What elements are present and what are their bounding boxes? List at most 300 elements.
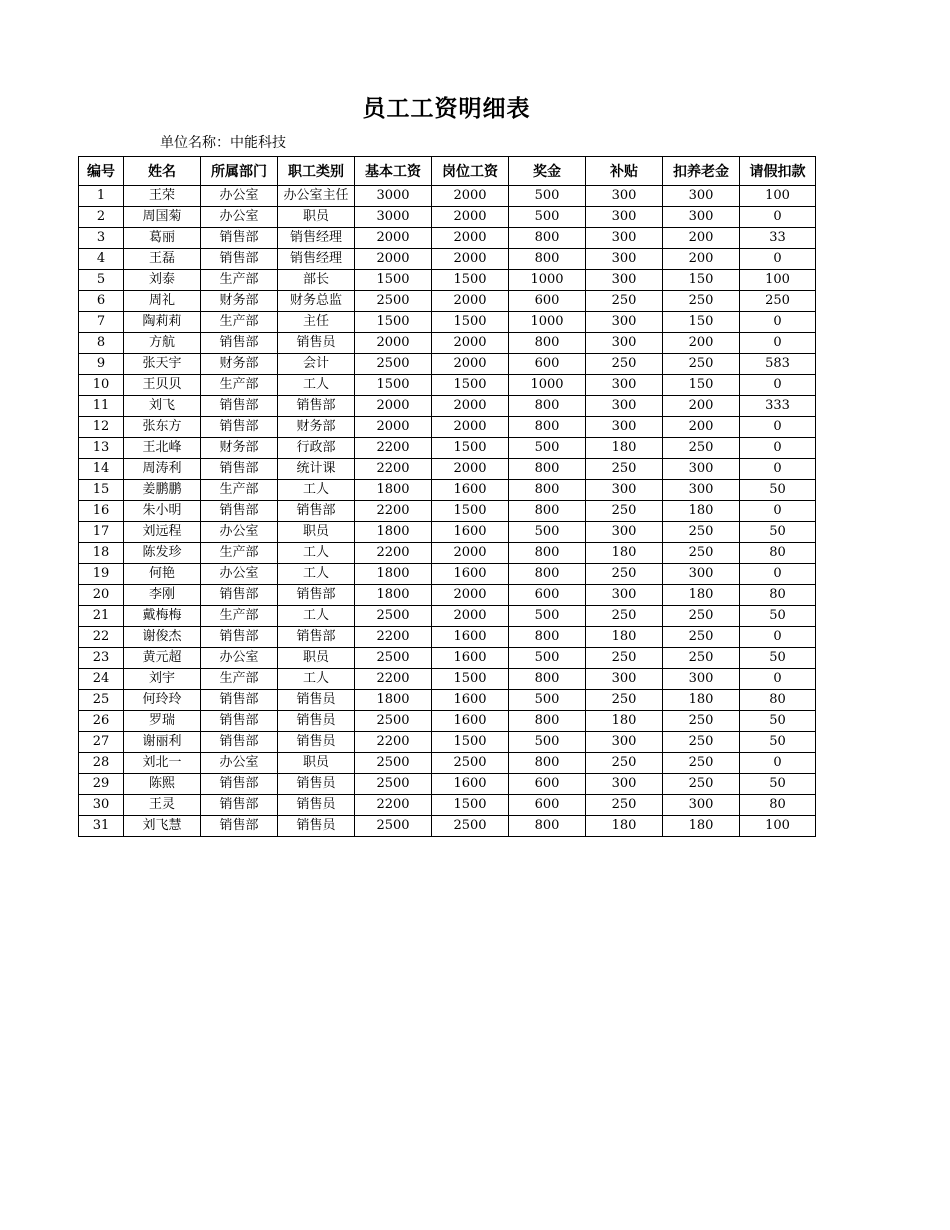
cell-post-salary: 2000 — [432, 396, 509, 417]
cell-leave-deduction: 250 — [740, 291, 816, 312]
cell-pension: 300 — [663, 207, 740, 228]
cell-leave-deduction: 33 — [740, 228, 816, 249]
cell-pension: 180 — [663, 690, 740, 711]
cell-leave-deduction: 0 — [740, 501, 816, 522]
table-row — [79, 669, 816, 690]
table-row — [79, 711, 816, 732]
cell-department: 财务部 — [201, 354, 278, 375]
cell-department: 财务部 — [201, 438, 278, 459]
cell-pension: 150 — [663, 375, 740, 396]
table-row — [79, 186, 816, 207]
cell-base-salary: 2000 — [355, 249, 432, 270]
table-row — [79, 648, 816, 669]
cell-category: 工人 — [278, 543, 355, 564]
header-row — [79, 157, 816, 186]
cell-department: 销售部 — [201, 333, 278, 354]
column-header-base-salary: 基本工资 — [355, 157, 432, 186]
table-row — [79, 438, 816, 459]
table-row — [79, 480, 816, 501]
cell-post-salary: 2000 — [432, 606, 509, 627]
cell-post-salary: 1600 — [432, 690, 509, 711]
cell-id: 22 — [79, 627, 124, 648]
cell-allowance: 300 — [586, 228, 663, 249]
cell-category: 行政部 — [278, 438, 355, 459]
cell-category: 销售部 — [278, 396, 355, 417]
column-header-name: 姓名 — [124, 157, 201, 186]
cell-pension: 200 — [663, 249, 740, 270]
cell-leave-deduction: 50 — [740, 606, 816, 627]
cell-allowance: 300 — [586, 480, 663, 501]
cell-leave-deduction: 333 — [740, 396, 816, 417]
cell-department: 生产部 — [201, 375, 278, 396]
cell-base-salary: 3000 — [355, 186, 432, 207]
cell-post-salary: 1600 — [432, 522, 509, 543]
table-row — [79, 774, 816, 795]
cell-name: 刘北一 — [124, 753, 201, 774]
table-row — [79, 396, 816, 417]
cell-category: 销售经理 — [278, 249, 355, 270]
cell-name: 谢俊杰 — [124, 627, 201, 648]
cell-category: 销售员 — [278, 816, 355, 837]
cell-bonus: 800 — [509, 228, 586, 249]
table-row — [79, 627, 816, 648]
cell-base-salary: 2200 — [355, 459, 432, 480]
cell-pension: 200 — [663, 228, 740, 249]
cell-id: 17 — [79, 522, 124, 543]
cell-base-salary: 2500 — [355, 291, 432, 312]
cell-leave-deduction: 0 — [740, 459, 816, 480]
cell-department: 生产部 — [201, 606, 278, 627]
cell-pension: 250 — [663, 354, 740, 375]
cell-allowance: 300 — [586, 417, 663, 438]
cell-department: 销售部 — [201, 585, 278, 606]
cell-base-salary: 2200 — [355, 795, 432, 816]
cell-id: 30 — [79, 795, 124, 816]
cell-pension: 200 — [663, 333, 740, 354]
cell-leave-deduction: 0 — [740, 627, 816, 648]
cell-category: 销售员 — [278, 732, 355, 753]
table-row — [79, 312, 816, 333]
table-row — [79, 291, 816, 312]
unit-name-label: 单位名称：中能科技 — [160, 135, 286, 151]
cell-bonus: 500 — [509, 648, 586, 669]
cell-name: 李刚 — [124, 585, 201, 606]
cell-bonus: 1000 — [509, 312, 586, 333]
cell-allowance: 300 — [586, 207, 663, 228]
cell-allowance: 300 — [586, 270, 663, 291]
cell-department: 销售部 — [201, 249, 278, 270]
cell-leave-deduction: 80 — [740, 585, 816, 606]
cell-allowance: 180 — [586, 711, 663, 732]
cell-post-salary: 2000 — [432, 186, 509, 207]
cell-allowance: 250 — [586, 606, 663, 627]
cell-leave-deduction: 0 — [740, 438, 816, 459]
cell-post-salary: 2000 — [432, 585, 509, 606]
cell-name: 陶莉莉 — [124, 312, 201, 333]
cell-name: 谢丽利 — [124, 732, 201, 753]
cell-allowance: 300 — [586, 312, 663, 333]
cell-id: 19 — [79, 564, 124, 585]
cell-bonus: 600 — [509, 585, 586, 606]
cell-post-salary: 2000 — [432, 207, 509, 228]
cell-base-salary: 2200 — [355, 732, 432, 753]
cell-id: 12 — [79, 417, 124, 438]
cell-id: 16 — [79, 501, 124, 522]
cell-category: 职员 — [278, 207, 355, 228]
cell-bonus: 500 — [509, 606, 586, 627]
cell-leave-deduction: 80 — [740, 543, 816, 564]
cell-bonus: 800 — [509, 396, 586, 417]
table-row — [79, 417, 816, 438]
cell-pension: 180 — [663, 585, 740, 606]
table-row — [79, 228, 816, 249]
cell-post-salary: 2000 — [432, 417, 509, 438]
cell-name: 王磊 — [124, 249, 201, 270]
table-body — [79, 186, 816, 837]
cell-bonus: 1000 — [509, 375, 586, 396]
cell-base-salary: 1800 — [355, 564, 432, 585]
cell-bonus: 500 — [509, 207, 586, 228]
cell-department: 办公室 — [201, 522, 278, 543]
cell-department: 销售部 — [201, 690, 278, 711]
cell-pension: 300 — [663, 459, 740, 480]
cell-leave-deduction: 50 — [740, 711, 816, 732]
cell-post-salary: 2500 — [432, 816, 509, 837]
cell-category: 职员 — [278, 522, 355, 543]
cell-bonus: 800 — [509, 543, 586, 564]
cell-name: 刘飞慧 — [124, 816, 201, 837]
cell-base-salary: 2000 — [355, 417, 432, 438]
cell-post-salary: 1600 — [432, 774, 509, 795]
cell-base-salary: 1800 — [355, 522, 432, 543]
cell-post-salary: 1600 — [432, 564, 509, 585]
cell-base-salary: 2000 — [355, 396, 432, 417]
cell-allowance: 180 — [586, 816, 663, 837]
cell-allowance: 180 — [586, 543, 663, 564]
cell-allowance: 300 — [586, 522, 663, 543]
cell-pension: 250 — [663, 291, 740, 312]
table-row — [79, 375, 816, 396]
cell-base-salary: 2200 — [355, 627, 432, 648]
cell-category: 工人 — [278, 375, 355, 396]
table-row — [79, 732, 816, 753]
cell-post-salary: 1500 — [432, 438, 509, 459]
cell-allowance: 250 — [586, 354, 663, 375]
cell-post-salary: 1600 — [432, 480, 509, 501]
cell-pension: 200 — [663, 417, 740, 438]
table-row — [79, 795, 816, 816]
cell-category: 部长 — [278, 270, 355, 291]
cell-department: 办公室 — [201, 207, 278, 228]
cell-id: 4 — [79, 249, 124, 270]
cell-pension: 250 — [663, 753, 740, 774]
cell-allowance: 300 — [586, 186, 663, 207]
cell-id: 6 — [79, 291, 124, 312]
table-row — [79, 585, 816, 606]
cell-base-salary: 1500 — [355, 312, 432, 333]
cell-leave-deduction: 50 — [740, 774, 816, 795]
cell-base-salary: 2200 — [355, 438, 432, 459]
cell-department: 销售部 — [201, 396, 278, 417]
cell-bonus: 500 — [509, 690, 586, 711]
cell-leave-deduction: 100 — [740, 816, 816, 837]
cell-id: 24 — [79, 669, 124, 690]
cell-name: 姜鹏鹏 — [124, 480, 201, 501]
cell-category: 统计课 — [278, 459, 355, 480]
cell-base-salary: 2000 — [355, 333, 432, 354]
cell-bonus: 800 — [509, 669, 586, 690]
cell-id: 8 — [79, 333, 124, 354]
cell-id: 15 — [79, 480, 124, 501]
column-header-leave-deduction: 请假扣款 — [740, 157, 816, 186]
cell-department: 销售部 — [201, 459, 278, 480]
cell-department: 销售部 — [201, 228, 278, 249]
cell-name: 陈发珍 — [124, 543, 201, 564]
cell-allowance: 250 — [586, 459, 663, 480]
cell-category: 工人 — [278, 669, 355, 690]
cell-id: 11 — [79, 396, 124, 417]
cell-name: 方航 — [124, 333, 201, 354]
cell-base-salary: 2500 — [355, 753, 432, 774]
cell-pension: 180 — [663, 501, 740, 522]
cell-bonus: 600 — [509, 774, 586, 795]
cell-allowance: 250 — [586, 795, 663, 816]
cell-allowance: 250 — [586, 564, 663, 585]
cell-pension: 300 — [663, 669, 740, 690]
column-header-allowance: 补贴 — [586, 157, 663, 186]
cell-name: 刘飞 — [124, 396, 201, 417]
cell-bonus: 800 — [509, 816, 586, 837]
cell-leave-deduction: 100 — [740, 186, 816, 207]
cell-bonus: 800 — [509, 564, 586, 585]
cell-name: 王北峰 — [124, 438, 201, 459]
cell-allowance: 250 — [586, 648, 663, 669]
cell-category: 主任 — [278, 312, 355, 333]
cell-category: 销售部 — [278, 627, 355, 648]
cell-base-salary: 2200 — [355, 501, 432, 522]
cell-allowance: 300 — [586, 249, 663, 270]
cell-id: 14 — [79, 459, 124, 480]
cell-category: 工人 — [278, 564, 355, 585]
cell-bonus: 500 — [509, 522, 586, 543]
cell-base-salary: 1800 — [355, 480, 432, 501]
cell-allowance: 300 — [586, 669, 663, 690]
cell-base-salary: 2000 — [355, 228, 432, 249]
cell-name: 罗瑞 — [124, 711, 201, 732]
cell-post-salary: 2000 — [432, 291, 509, 312]
cell-allowance: 300 — [586, 585, 663, 606]
cell-post-salary: 1500 — [432, 732, 509, 753]
cell-id: 5 — [79, 270, 124, 291]
cell-id: 25 — [79, 690, 124, 711]
cell-bonus: 800 — [509, 711, 586, 732]
cell-base-salary: 3000 — [355, 207, 432, 228]
cell-id: 1 — [79, 186, 124, 207]
cell-bonus: 500 — [509, 186, 586, 207]
column-header-post-salary: 岗位工资 — [432, 157, 509, 186]
cell-leave-deduction: 80 — [740, 795, 816, 816]
cell-post-salary: 1500 — [432, 795, 509, 816]
cell-department: 销售部 — [201, 732, 278, 753]
cell-id: 7 — [79, 312, 124, 333]
table-row — [79, 522, 816, 543]
cell-department: 销售部 — [201, 627, 278, 648]
cell-leave-deduction: 0 — [740, 417, 816, 438]
cell-base-salary: 2500 — [355, 606, 432, 627]
table-row — [79, 606, 816, 627]
cell-leave-deduction: 50 — [740, 480, 816, 501]
cell-id: 2 — [79, 207, 124, 228]
cell-department: 财务部 — [201, 291, 278, 312]
cell-post-salary: 1500 — [432, 501, 509, 522]
cell-category: 销售员 — [278, 690, 355, 711]
cell-department: 办公室 — [201, 648, 278, 669]
cell-leave-deduction: 0 — [740, 375, 816, 396]
column-header-id: 编号 — [79, 157, 124, 186]
cell-name: 刘泰 — [124, 270, 201, 291]
table-row — [79, 270, 816, 291]
cell-name: 何艳 — [124, 564, 201, 585]
cell-bonus: 600 — [509, 291, 586, 312]
cell-department: 销售部 — [201, 795, 278, 816]
cell-bonus: 500 — [509, 438, 586, 459]
cell-category: 会计 — [278, 354, 355, 375]
cell-id: 28 — [79, 753, 124, 774]
cell-base-salary: 2500 — [355, 816, 432, 837]
table-row — [79, 459, 816, 480]
cell-pension: 150 — [663, 270, 740, 291]
cell-name: 张东方 — [124, 417, 201, 438]
cell-category: 销售员 — [278, 774, 355, 795]
cell-leave-deduction: 0 — [740, 249, 816, 270]
cell-id: 18 — [79, 543, 124, 564]
cell-pension: 250 — [663, 774, 740, 795]
page-title: 员工工资明细表 — [362, 96, 531, 122]
cell-base-salary: 1500 — [355, 375, 432, 396]
cell-id: 26 — [79, 711, 124, 732]
cell-pension: 300 — [663, 564, 740, 585]
cell-name: 王贝贝 — [124, 375, 201, 396]
cell-pension: 250 — [663, 522, 740, 543]
cell-bonus: 800 — [509, 417, 586, 438]
cell-category: 职员 — [278, 648, 355, 669]
cell-name: 朱小明 — [124, 501, 201, 522]
cell-leave-deduction: 50 — [740, 732, 816, 753]
cell-bonus: 800 — [509, 501, 586, 522]
table-row — [79, 249, 816, 270]
cell-post-salary: 2000 — [432, 249, 509, 270]
cell-leave-deduction: 0 — [740, 753, 816, 774]
table-row — [79, 816, 816, 837]
cell-allowance: 180 — [586, 438, 663, 459]
cell-bonus: 500 — [509, 732, 586, 753]
cell-post-salary: 2000 — [432, 333, 509, 354]
table-row — [79, 543, 816, 564]
table-row — [79, 690, 816, 711]
cell-post-salary: 2000 — [432, 459, 509, 480]
cell-category: 工人 — [278, 606, 355, 627]
cell-base-salary: 1800 — [355, 690, 432, 711]
cell-id: 9 — [79, 354, 124, 375]
cell-post-salary: 2000 — [432, 228, 509, 249]
cell-department: 销售部 — [201, 501, 278, 522]
cell-pension: 300 — [663, 795, 740, 816]
cell-post-salary: 1500 — [432, 270, 509, 291]
cell-allowance: 300 — [586, 333, 663, 354]
cell-pension: 250 — [663, 627, 740, 648]
cell-id: 27 — [79, 732, 124, 753]
cell-pension: 250 — [663, 606, 740, 627]
cell-name: 陈熙 — [124, 774, 201, 795]
cell-bonus: 1000 — [509, 270, 586, 291]
cell-post-salary: 2000 — [432, 543, 509, 564]
cell-name: 周涛利 — [124, 459, 201, 480]
cell-pension: 300 — [663, 480, 740, 501]
cell-pension: 180 — [663, 816, 740, 837]
cell-id: 23 — [79, 648, 124, 669]
cell-base-salary: 2500 — [355, 648, 432, 669]
cell-category: 工人 — [278, 480, 355, 501]
cell-pension: 300 — [663, 186, 740, 207]
cell-category: 销售经理 — [278, 228, 355, 249]
cell-department: 办公室 — [201, 564, 278, 585]
cell-name: 刘远程 — [124, 522, 201, 543]
cell-post-salary: 1500 — [432, 375, 509, 396]
cell-department: 生产部 — [201, 480, 278, 501]
cell-bonus: 600 — [509, 354, 586, 375]
cell-leave-deduction: 0 — [740, 207, 816, 228]
cell-department: 办公室 — [201, 753, 278, 774]
cell-department: 销售部 — [201, 774, 278, 795]
cell-leave-deduction: 100 — [740, 270, 816, 291]
column-header-bonus: 奖金 — [509, 157, 586, 186]
cell-name: 周国菊 — [124, 207, 201, 228]
cell-category: 销售员 — [278, 795, 355, 816]
cell-bonus: 800 — [509, 627, 586, 648]
cell-pension: 250 — [663, 648, 740, 669]
cell-allowance: 300 — [586, 732, 663, 753]
cell-pension: 250 — [663, 438, 740, 459]
cell-post-salary: 1600 — [432, 711, 509, 732]
cell-category: 销售部 — [278, 585, 355, 606]
cell-allowance: 250 — [586, 690, 663, 711]
cell-id: 29 — [79, 774, 124, 795]
cell-department: 生产部 — [201, 312, 278, 333]
cell-base-salary: 2200 — [355, 669, 432, 690]
table-row — [79, 501, 816, 522]
cell-bonus: 800 — [509, 480, 586, 501]
cell-id: 3 — [79, 228, 124, 249]
cell-allowance: 250 — [586, 753, 663, 774]
cell-pension: 200 — [663, 396, 740, 417]
cell-department: 办公室 — [201, 186, 278, 207]
cell-category: 销售部 — [278, 501, 355, 522]
column-header-category: 职工类别 — [278, 157, 355, 186]
cell-department: 销售部 — [201, 816, 278, 837]
table-row — [79, 564, 816, 585]
cell-leave-deduction: 50 — [740, 522, 816, 543]
cell-post-salary: 2500 — [432, 753, 509, 774]
cell-leave-deduction: 0 — [740, 564, 816, 585]
cell-post-salary: 2000 — [432, 354, 509, 375]
column-header-pension: 扣养老金 — [663, 157, 740, 186]
cell-department: 销售部 — [201, 711, 278, 732]
cell-name: 刘宇 — [124, 669, 201, 690]
cell-department: 生产部 — [201, 543, 278, 564]
cell-allowance: 300 — [586, 774, 663, 795]
cell-category: 财务部 — [278, 417, 355, 438]
cell-pension: 250 — [663, 543, 740, 564]
